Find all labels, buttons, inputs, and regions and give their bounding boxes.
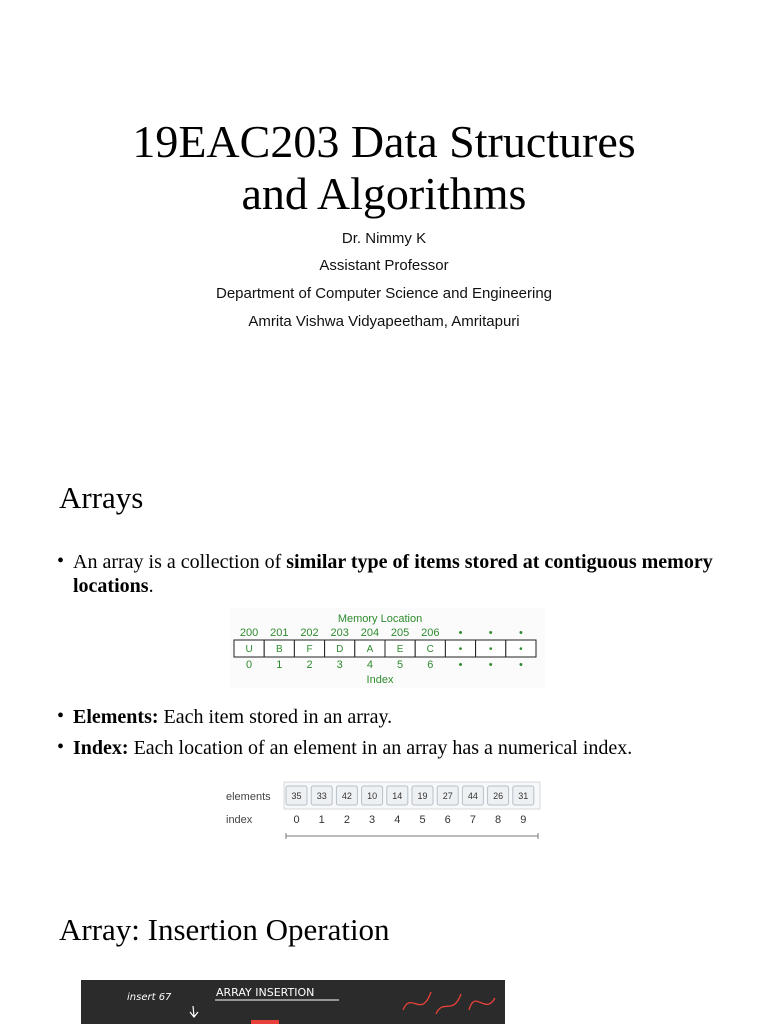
title-line-1: 19EAC203 Data Structures: [132, 116, 636, 167]
author-position: Assistant Professor: [319, 257, 449, 274]
index-definition: Each location of an element in an array has a numerical index.: [128, 737, 633, 759]
elements-row-label: elements: [226, 791, 271, 803]
elements-index-diagram: [222, 778, 544, 842]
memory-cell-value: F: [306, 644, 313, 655]
memory-address: 202: [300, 627, 319, 639]
arrays-heading: Arrays: [59, 480, 144, 515]
bullet-index: [57, 736, 737, 760]
board-note: insert 67: [127, 992, 172, 1003]
element-index: 5: [419, 814, 426, 826]
memory-location-title: Memory Location: [337, 613, 423, 625]
chalk-drawing: [81, 980, 505, 1024]
memory-address: •: [518, 627, 523, 639]
institution: Amrita Vishwa Vidyapeetham, Amritapuri: [248, 313, 520, 330]
memory-index: •: [458, 659, 463, 671]
index-term: Index:: [73, 737, 129, 759]
element-value: 42: [341, 791, 352, 801]
element-index: 3: [369, 814, 376, 826]
element-index: 1: [318, 814, 325, 826]
element-index: 7: [469, 814, 476, 826]
memory-index: •: [488, 659, 493, 671]
index-caption: Index: [366, 674, 394, 686]
element-index: 4: [394, 814, 401, 826]
bullet-elements: [57, 705, 717, 729]
insertion-heading: Array: Insertion Operation: [59, 912, 390, 947]
memory-index: 3: [336, 659, 343, 671]
memory-address: 205: [390, 627, 410, 639]
element-index: 0: [293, 814, 300, 826]
title-line-2: and Algorithms: [241, 168, 527, 219]
memory-address: •: [488, 627, 493, 639]
memory-address: •: [458, 627, 463, 639]
element-value: 33: [316, 791, 327, 801]
element-index: 6: [444, 814, 451, 826]
element-value: 26: [493, 791, 504, 801]
red-scribble: [403, 992, 495, 1014]
memory-address: 203: [330, 627, 349, 639]
slide-title: [0, 116, 768, 220]
element-value: 35: [291, 791, 302, 801]
memory-cell-value: •: [458, 644, 463, 655]
memory-cell-value: A: [366, 644, 374, 655]
elements-term: Elements:: [73, 706, 159, 728]
element-value: 14: [392, 791, 403, 801]
memory-address: 200: [239, 627, 259, 639]
element-value: 27: [442, 791, 453, 801]
memory-cell-value: B: [275, 644, 283, 655]
memory-index: 6: [427, 659, 434, 671]
memory-cell-value: E: [396, 644, 404, 655]
memory-cell-value: •: [488, 644, 493, 655]
element-index: 9: [520, 814, 527, 826]
elements-definition: Each item stored in an array.: [158, 706, 393, 728]
memory-address: 204: [360, 627, 380, 639]
memory-address: 201: [270, 627, 289, 639]
bullet-dot: •: [57, 736, 65, 758]
bullet-dot: •: [57, 550, 65, 572]
bullet-definition: • An array is a collection of similar type of items stored at contiguous memory locations.: [57, 550, 713, 597]
red-mark: [251, 1020, 279, 1024]
element-value: 44: [467, 791, 478, 801]
element-index: 2: [343, 814, 350, 826]
element-index: 8: [495, 814, 502, 826]
element-value: 31: [518, 791, 529, 801]
memory-index: •: [518, 659, 523, 671]
memory-index: 1: [276, 659, 283, 671]
memory-cell-value: C: [426, 644, 434, 655]
memory-location-diagram: [230, 608, 545, 688]
author-name: Dr. Nimmy K: [341, 230, 427, 247]
arrow-down-icon: [190, 1006, 198, 1017]
department: Department of Computer Science and Engineering: [215, 285, 553, 302]
element-value: 10: [367, 791, 378, 801]
memory-cell-value: U: [245, 644, 253, 655]
memory-index: 5: [397, 659, 404, 671]
bullet-dot: •: [57, 705, 65, 727]
memory-address: 206: [421, 627, 440, 639]
memory-index: 0: [246, 659, 253, 671]
memory-cell-value: D: [336, 644, 344, 655]
array-insertion-blackboard: [81, 980, 505, 1024]
memory-index: 2: [306, 659, 313, 671]
memory-index: 4: [366, 659, 373, 671]
index-row-label: index: [226, 814, 253, 826]
bold-definition: similar type of items stored at contiguous memory locations: [73, 551, 713, 597]
board-title: ARRAY INSERTION: [216, 986, 315, 999]
element-value: 19: [417, 791, 428, 801]
memory-cell-value: •: [519, 644, 523, 655]
